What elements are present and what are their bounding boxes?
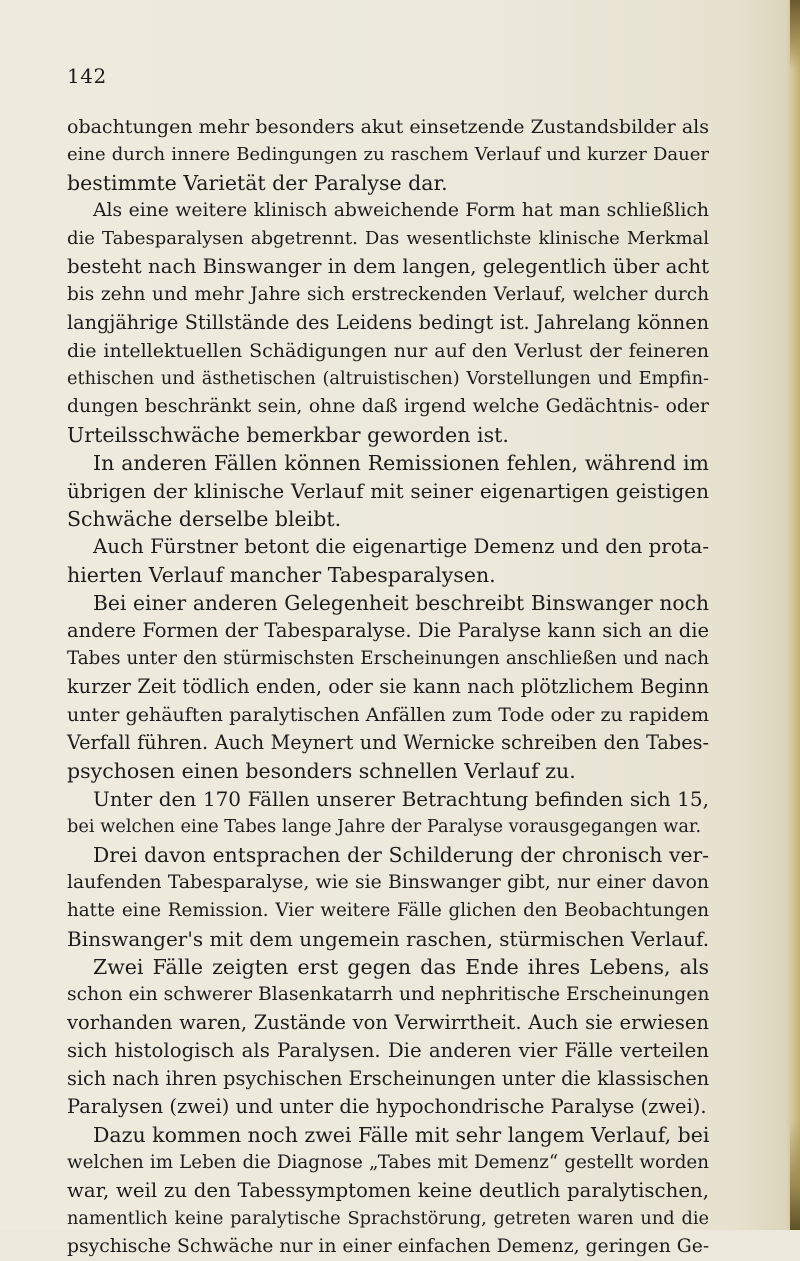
text-line: namentlich keine paralytische Sprachstörung, getreten waren und die (67, 1209, 709, 1229)
text-line: schon ein schwerer Blasenkatarrh und nephritische Erscheinungen (67, 984, 710, 1005)
text-line: Als eine weitere klinisch abweichende Form hat man schließlich (93, 200, 709, 221)
text-line: sich nach ihren psychischen Erscheinungen unter die klassischen (67, 1067, 710, 1090)
text-line: Paralysen (zwei) und unter die hypochondrische Paralyse (zwei). (67, 1095, 707, 1118)
text-line: eine durch innere Bedingungen zu raschem Verlauf und kurzer Dauer (67, 144, 709, 165)
text-line: die Tabesparalysen abgetrennt. Das wesentlichste klinische Merkmal (67, 228, 709, 249)
text-line: sich histologisch als Paralysen. Die anderen vier Fälle verteilen (67, 1039, 709, 1062)
text-line: hierten Verlauf mancher Tabesparalysen. (67, 563, 496, 587)
text-line: kurzer Zeit tödlich enden, oder sie kann nach plötzlichem Beginn (67, 675, 709, 698)
text-line: langjährige Stillstände des Leidens bedingt ist. Jahrelang können (67, 311, 709, 334)
text-line: die intellektuellen Schädigungen nur auf den Verlust der feineren (67, 340, 709, 362)
text-line: übrigen der klinische Verlauf mit seiner eigenartigen geistigen (67, 479, 709, 503)
text-line: laufenden Tabesparalyse, wie sie Binswanger gibt, nur einer davon (67, 872, 709, 893)
text-line: Schwäche derselbe bleibt. (67, 507, 342, 531)
text-line: psychosen einen besonders schnellen Verlauf zu. (67, 759, 576, 783)
text-line: Zwei Fälle zeigten erst gegen das Ende ihres Lebens, als (93, 955, 709, 979)
text-line: Drei davon entsprachen der Schilderung der chronisch ver- (93, 843, 709, 867)
page-edge-shadow (786, 0, 800, 1230)
text-line: Verfall führen. Auch Meynert und Wernicke schreiben den Tabes- (67, 731, 709, 754)
text-line: In anderen Fällen können Remissionen fehlen, während im (93, 451, 709, 475)
text-line: vorhanden waren, Zustände von Verwirrtheit. Auch sie erwiesen (67, 1011, 709, 1034)
text-line: Binswanger's mit dem ungemein raschen, stürmischen Verlauf. (67, 927, 710, 951)
text-line: Unter den 170 Fällen unserer Betrachtung befinden sich 15, (93, 787, 709, 811)
text-line: Tabes unter den stürmischsten Erscheinungen anschließen und nach (67, 648, 709, 669)
text-line: unter gehäuften paralytischen Anfällen zum Tode oder zu rapidem (67, 704, 709, 726)
text-line: andere Formen der Tabesparalyse. Die Paralyse kann sich an die (67, 619, 709, 642)
body-text (67, 113, 709, 1261)
page-edge-stain-top (790, 0, 800, 70)
text-line: ethischen und ästhetischen (altruistischen) Vorstellungen und Empfin- (67, 369, 709, 389)
text-line: bestimmte Varietät der Paralyse dar. (67, 171, 448, 195)
page-number: 142 (67, 64, 107, 88)
text-line: dungen beschränkt sein, ohne daß irgend welche Gedächtnis- oder (67, 396, 709, 417)
text-line: Urteilsschwäche bemerkbar geworden ist. (67, 423, 509, 447)
text-line: psychische Schwäche nur in einer einfachen Demenz, geringen Ge- (67, 1236, 710, 1257)
text-line: hatte eine Remission. Vier weitere Fälle glichen den Beobachtungen (67, 900, 709, 921)
text-line: Dazu kommen noch zwei Fälle mit sehr langem Verlauf, bei (93, 1123, 710, 1147)
text-line: Auch Fürstner betont die eigenartige Demenz und den prota- (93, 535, 709, 558)
text-line: bei welchen eine Tabes lange Jahre der Paralyse vorausgegangen war. (67, 817, 702, 837)
text-line: besteht nach Binswanger in dem langen, gelegentlich über acht (67, 255, 710, 278)
text-line: war, weil zu den Tabessymptomen keine deutlich paralytischen, (67, 1179, 709, 1202)
text-line: Bei einer anderen Gelegenheit beschreibt Binswanger noch (93, 591, 709, 615)
page-edge-stain-bottom (790, 1120, 800, 1230)
text-line: welchen im Leben die Diagnose „Tabes mit Demenz“ gestellt worden (67, 1152, 709, 1173)
text-line: bis zehn und mehr Jahre sich erstreckenden Verlauf, welcher durch (67, 284, 709, 305)
text-line: obachtungen mehr besonders akut einsetzende Zustandsbilder als (67, 116, 709, 138)
